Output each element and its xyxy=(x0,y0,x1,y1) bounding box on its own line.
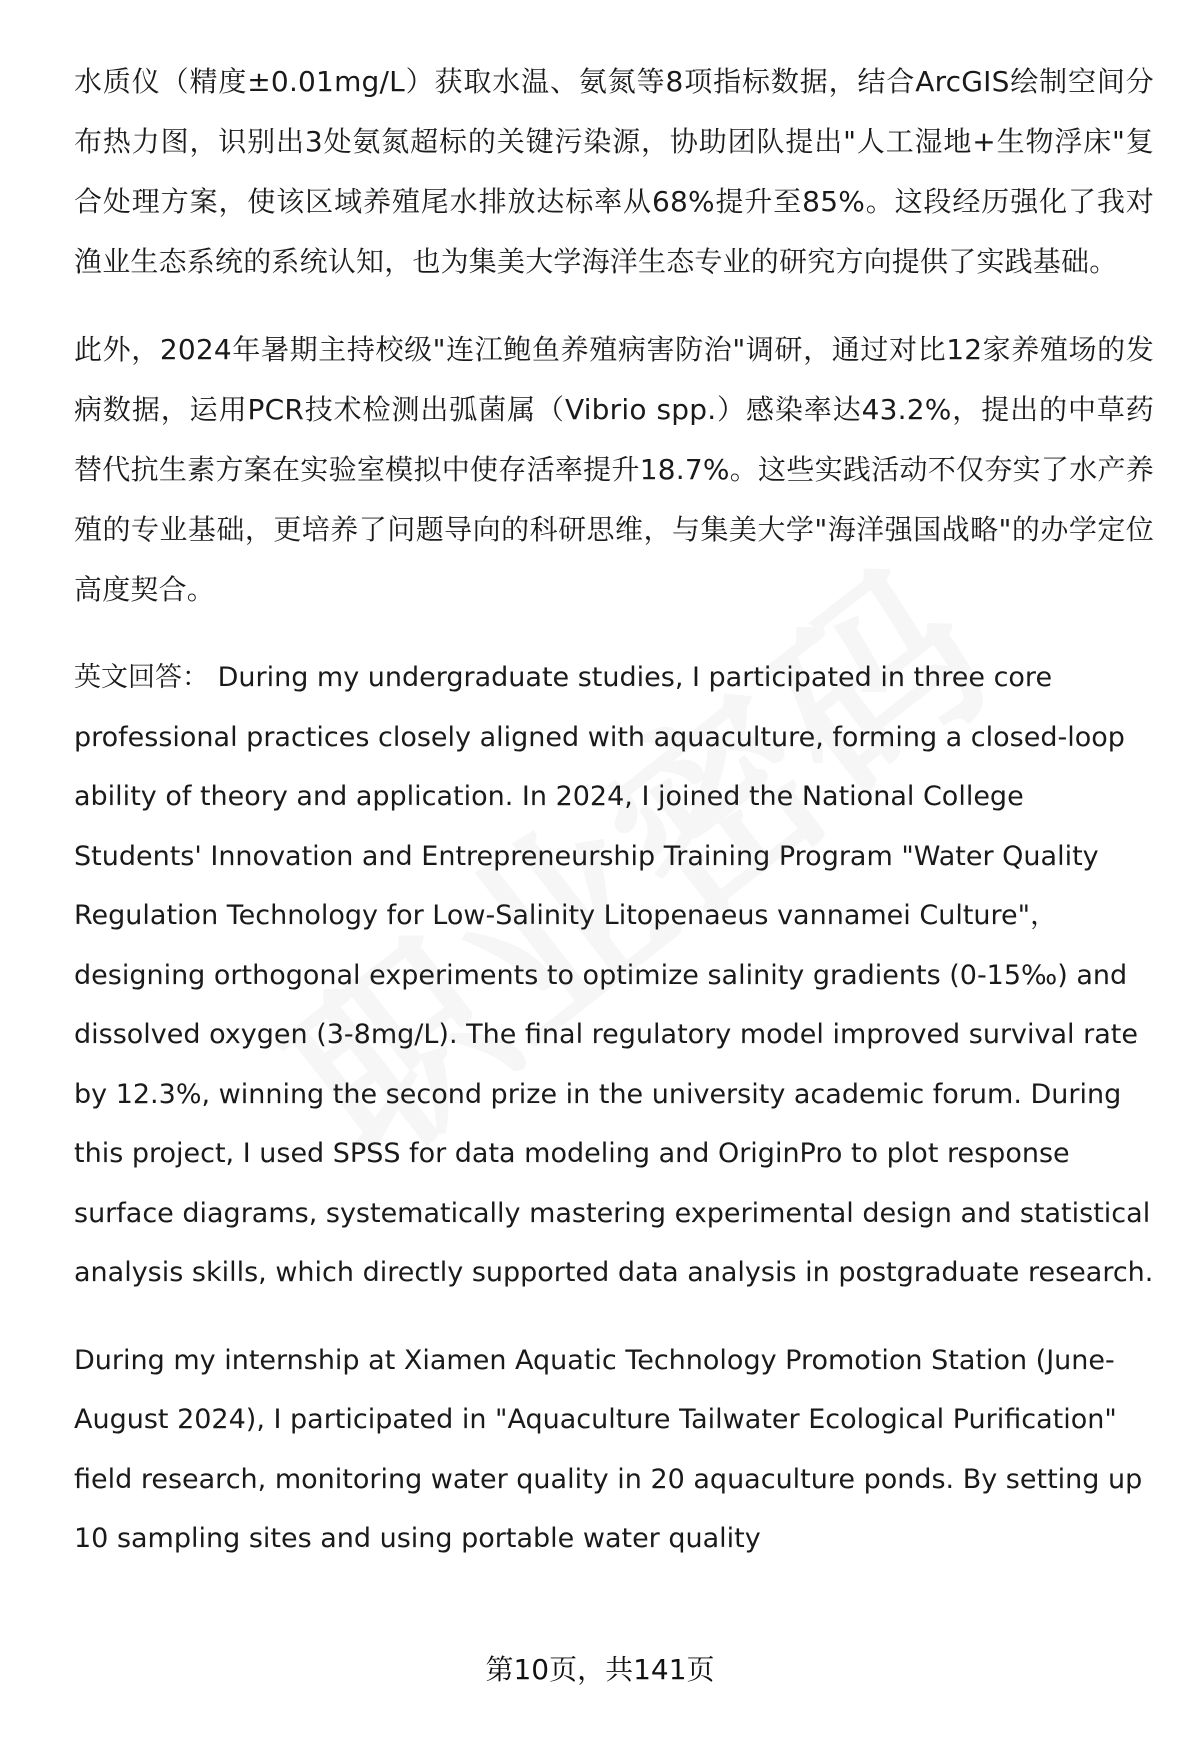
paragraph-chinese-2: 此外，2024年暑期主持校级"连江鲍鱼养殖病害防治"调研，通过对比12家养殖场的发病数据，运用PCR技术检测出弧菌属（Vibrio spp.）感染率达43.2%，提出的中草药替代抗生素方案在实验室模拟中使存活率提升18.7%。这些实践活动不仅夯实了水产养殖的专业基础，更培养了问题导向的科研思维，与集美大学"海洋强国战略"的办学定位高度契合。 xyxy=(74,333,1154,606)
paragraph-chinese-1: 水质仪（精度±0.01mg/L）获取水温、氨氮等8项指标数据，结合ArcGIS绘制空间分布热力图，识别出3处氨氮超标的关键污染源，协助团队提出"人工湿地+生物浮床"复合处理方案，使该区域养殖尾水排放达标率从68%提升至85%。这段经历强化了我对渔业生态系统的系统认知，也为集美大学海洋生态专业的研究方向提供了实践基础。 xyxy=(74,65,1154,278)
page-number-footer: 第10页，共141页 xyxy=(485,1653,715,1686)
paragraph-english-1: 英文回答： During my undergraduate studies, I participated in three core professional practices closely aligned with aquaculture, forming a closed-loop ability of theory and application. In 2024, I joined the National College Students' Innovation and Entrepreneurship Training Program "Water Quality Regulation Technology for Low-Salinity Litopenaeus vannamei Culture"，designing orthogonal experiments to optimize salinity gradients (0-15‰) and dissolved oxygen (3-8mg/L). The final regulatory model improved survival rate by 12.3%, winning the second prize in the university academic forum. During this project, I used SPSS for data modeling and OriginPro to plot response surface diagrams, systematically mastering experimental design and statistical analysis skills, which directly supported data analysis in postgraduate research. xyxy=(74,662,1154,1288)
paragraph-english-2: During my internship at Xiamen Aquatic Technology Promotion Station (June-August 2024), I participated in "Aquaculture Tailwater Ecological Purification" field research, monitoring water quality in 20 aquaculture ponds. By setting up 10 sampling sites and using portable water quality xyxy=(74,1344,1143,1554)
document-body xyxy=(74,52,1154,1597)
